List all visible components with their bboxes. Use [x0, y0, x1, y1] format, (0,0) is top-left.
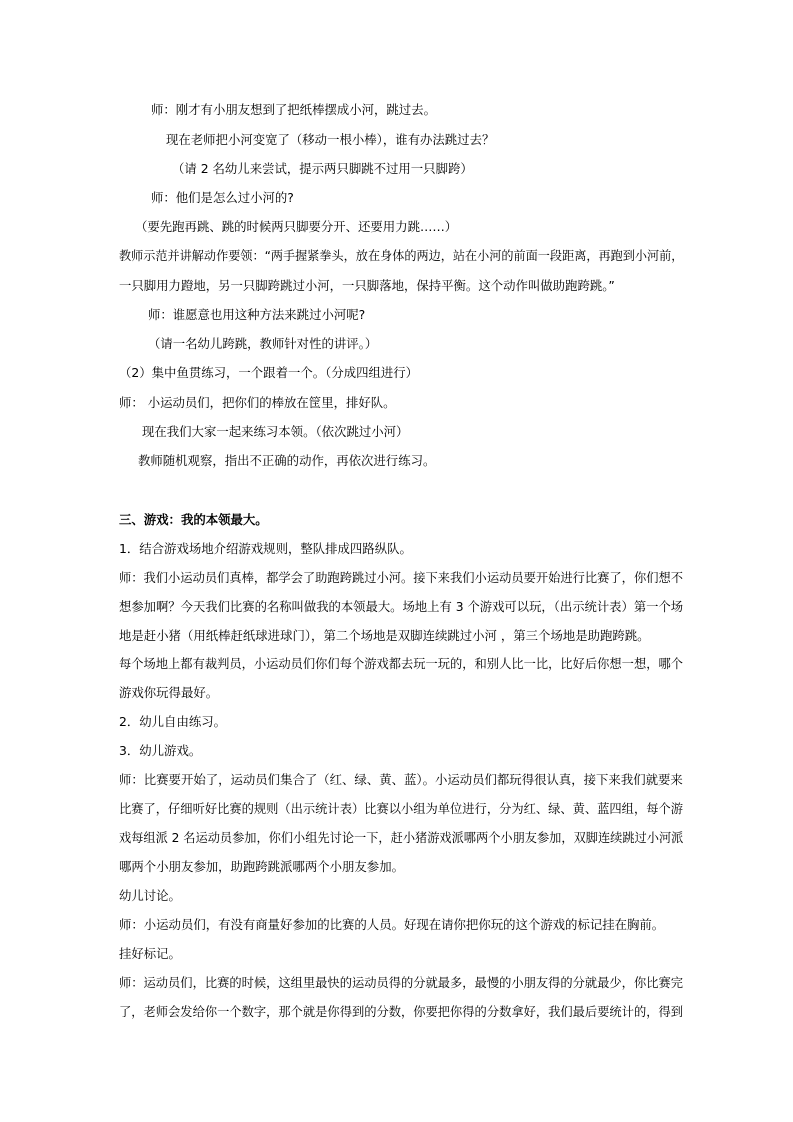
- text-line: 哪两个小朋友参加，助跑跨跳派哪两个小朋友参加。: [119, 859, 404, 874]
- text-line: 每个场地上都有裁判员，小运动员们你们每个游戏都去玩一玩的，和别人比一比，比好后你想一想，哪个: [119, 656, 683, 671]
- text-line: 幼儿讨论。: [119, 888, 181, 903]
- text-line: 1．结合游戏场地介绍游戏规则，整队排成四路纵队。: [119, 541, 412, 556]
- text-line: 想参加啊？今天我们比赛的名称叫做我的本领最大。场地上有 3 个游戏可以玩，（出示统计表）第一个场: [119, 599, 684, 614]
- text-line: （请一名幼儿跨跳，教师针对性的讲评。）: [148, 336, 378, 351]
- text-line: 3．幼儿游戏。: [119, 743, 202, 758]
- text-line: 戏每组派 2 名运动员参加，你们小组先讨论一下，赶小猪游戏派哪两个小朋友参加，双脚连续跳过小河派: [119, 830, 684, 845]
- text-line: （要先跑再跳、跳的时候两只脚要分开、还要用力跳……）: [135, 219, 458, 234]
- text-line: （2）集中鱼贯练习，一个跟着一个。（分成四组进行）: [119, 365, 419, 380]
- text-line: 了，老师会发给你一个数字，那个就是你得到的分数，你要把你得的分数拿好，我们最后要统计的，得到: [119, 1004, 683, 1019]
- text-line: 地是赶小猪（用纸棒赶纸球进球门），第二个场地是双脚连续跳过小河 ，第三个场地是助跑跨跳。: [119, 628, 650, 643]
- text-line: 现在老师把小河变宽了（移动一根小棒），谁有办法跳过去？: [166, 132, 495, 147]
- text-line: 挂好标记。: [119, 946, 181, 961]
- text-line: 教师示范并讲解动作要领：“两手握紧拳头，放在身体的两边，站在小河的前面一段距离，再跑到小河前，: [119, 248, 684, 263]
- text-line: （请 2 名幼儿来尝试，提示两只脚跳不过用一只脚跨）: [172, 161, 473, 176]
- text-line: 教师随机观察，指出不正确的动作，再依次进行练习。: [138, 453, 436, 468]
- text-line: 游戏你玩得最好。: [119, 685, 219, 700]
- text-line: 师：运动员们，比赛的时候，这组里最快的运动员得的分就最多，最慢的小朋友得的分就最少，你比赛完: [119, 975, 683, 990]
- text-line: 现在我们大家一起来练习本领。（依次跳过小河）: [142, 424, 409, 439]
- text-line: 师：谁愿意也用这种方法来跳过小河呢?: [148, 307, 366, 322]
- text-line: 师：刚才有小朋友想到了把纸棒摆成小河，跳过去。: [151, 102, 436, 117]
- text-line: 一只脚用力蹬地，另一只脚跨跳过小河，一只脚落地，保持平衡。这个动作叫做助跑跨跳。”: [119, 278, 615, 293]
- section-heading: 三、游戏：我的本领最大。: [119, 512, 268, 527]
- text-line: 师：我们小运动员们真棒，都学会了助跑跨跳过小河。接下来我们小运动员要开始进行比赛了，你们想不: [119, 570, 683, 585]
- text-line: 2．幼儿自由练习。: [119, 714, 227, 729]
- text-line: 比赛了，仔细听好比赛的规则（出示统计表）比赛以小组为单位进行，分为红、绿、黄、蓝四组，每个游: [119, 801, 683, 816]
- text-line: 师： 小运动员们，把你们的棒放在筐里，排好队。: [119, 395, 396, 410]
- text-line: 师：比赛要开始了，运动员们集合了（红、绿、黄、蓝）。小运动员们都玩得很认真，接下来我们就要来: [119, 772, 683, 787]
- text-line: 师：小运动员们，有没有商量好参加的比赛的人员。好现在请你把你玩的这个游戏的标记挂在胸前。: [119, 917, 665, 932]
- text-line: 师：他们是怎么过小河的?: [151, 190, 294, 205]
